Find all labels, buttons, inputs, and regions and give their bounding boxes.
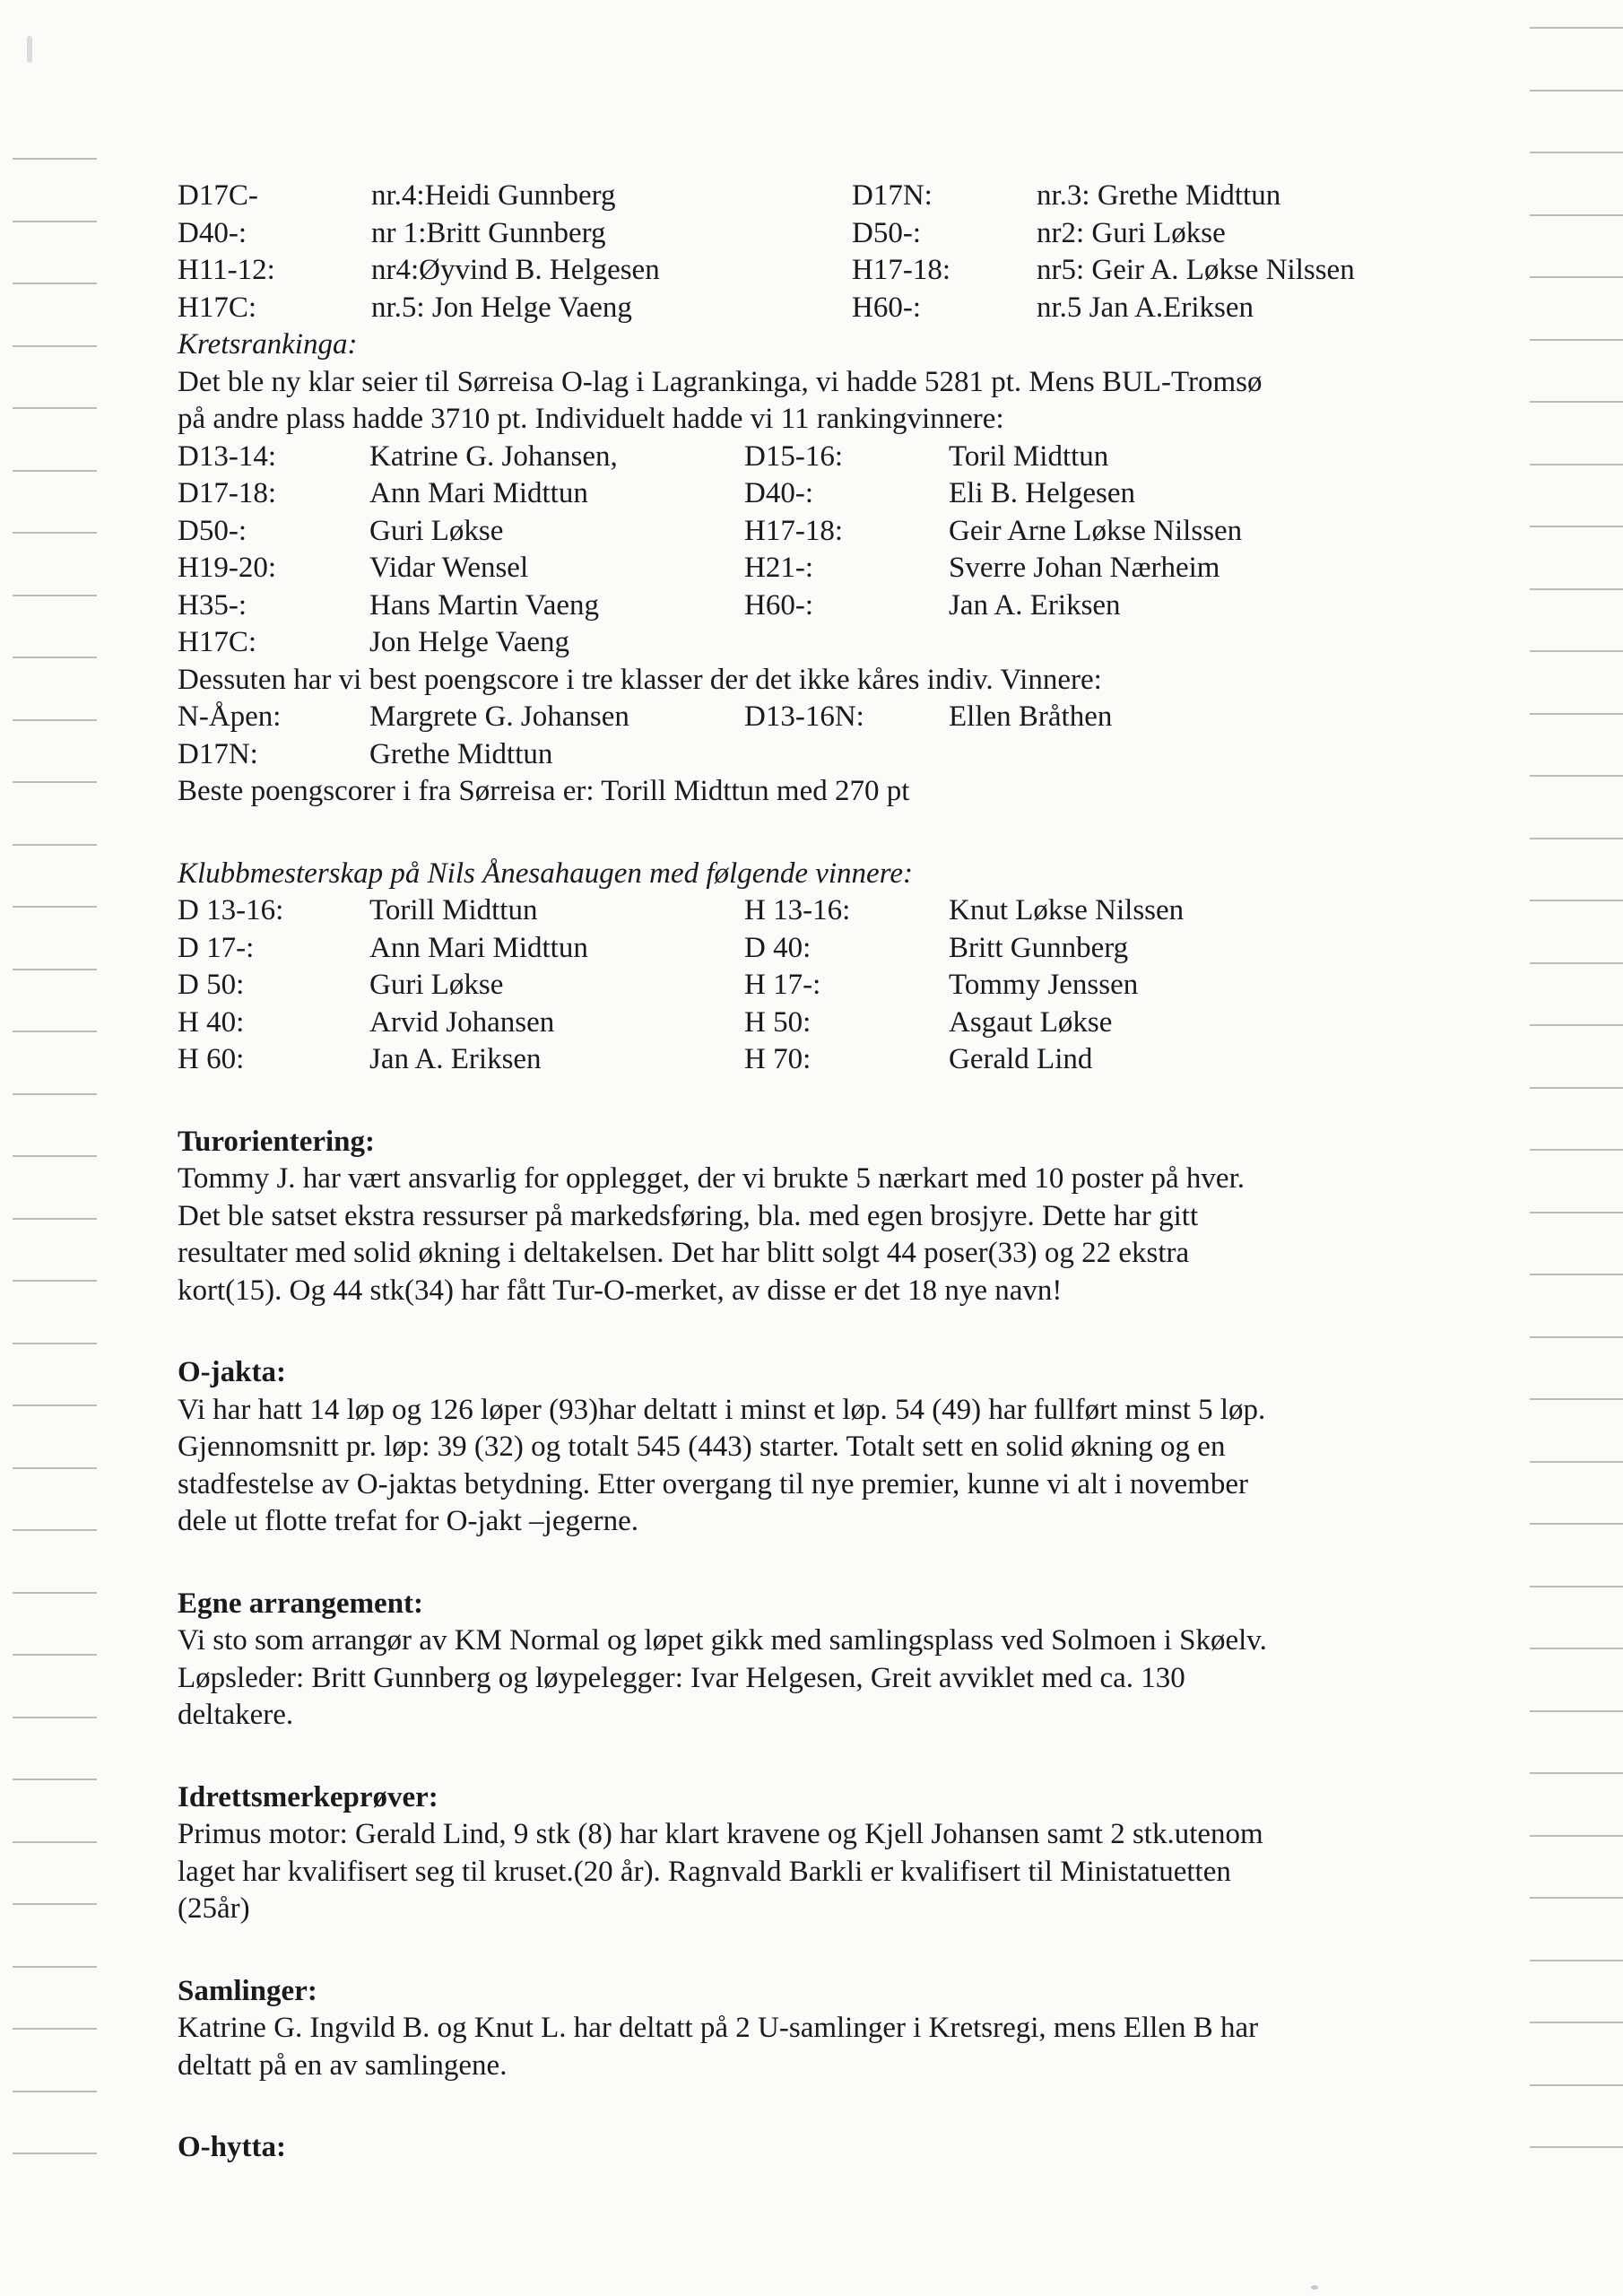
class-winners-table <box>178 699 1433 773</box>
margin-rule-line <box>1530 1835 1623 1837</box>
margin-rule-line <box>1530 650 1623 652</box>
results-table <box>178 178 1433 326</box>
margin-rule-line <box>13 1155 97 1157</box>
class-label: H35-: <box>178 588 247 622</box>
winner-name: Ann Mari Midttun <box>369 931 588 964</box>
section-o-jakta <box>178 1354 1433 1541</box>
margin-rule-line <box>1530 1897 1623 1899</box>
section-heading: Idrettsmerkeprøver: <box>178 1780 438 1813</box>
margin-rule-line <box>13 2091 97 2092</box>
class-label: H17-18: <box>744 514 843 547</box>
section-line: laget har kvalifisert seg til kruset.(20 år). Ragnvald Barkli er kvalifisert til Ministatuetten <box>178 1855 1231 1888</box>
placement: nr2: Guri Løkse <box>1037 216 1226 249</box>
class-label: D 17-: <box>178 931 255 964</box>
winner-name: Jan A. Eriksen <box>369 1043 542 1075</box>
ranking-row <box>178 475 1433 513</box>
class-label: D50-: <box>852 216 921 249</box>
placement: nr.5 Jan A.Eriksen <box>1037 291 1254 324</box>
margin-rule-line <box>13 2028 97 2030</box>
margin-rule-line <box>1530 1461 1623 1463</box>
kretsranking-intro: Det ble ny klar seier til Sørreisa O-lag i Lagrankinga, vi hadde 5281 pt. Mens BUL-Tromsø <box>178 365 1263 398</box>
championship-row <box>178 1041 1433 1079</box>
margin-rule-line <box>13 781 97 783</box>
margin-rule-line <box>1530 588 1623 590</box>
class-label: H60-: <box>744 588 813 622</box>
margin-rule-line <box>1530 526 1623 527</box>
winner-name: Vidar Wensel <box>369 552 529 584</box>
margin-rule-line <box>13 345 97 347</box>
placement: nr4:Øyvind B. Helgesen <box>371 254 660 286</box>
margin-rule-line <box>1530 900 1623 901</box>
winner-name: Guri Løkse <box>369 969 504 1001</box>
class-label: H19-20: <box>178 552 276 584</box>
section-line: Primus motor: Gerald Lind, 9 stk (8) har klart kravene og Kjell Johansen samt 2 stk.utenom <box>178 1818 1263 1850</box>
class-label: H60-: <box>852 291 921 324</box>
left-margin-rules <box>0 0 126 2296</box>
margin-rule-line <box>13 1529 97 1531</box>
section-turorientering <box>178 1124 1433 1310</box>
class-label: H 13-16: <box>744 894 851 926</box>
margin-rule-line <box>1530 1024 1623 1026</box>
class-label: D17N: <box>178 737 258 770</box>
results-row <box>178 252 1433 290</box>
section-o-hytta <box>178 2129 1433 2167</box>
class-label: N-Åpen: <box>178 700 282 733</box>
margin-rule-line <box>1530 152 1623 153</box>
club-championship-table <box>178 892 1433 1079</box>
winner-name: Jon Helge Vaeng <box>369 626 570 658</box>
margin-rule-line <box>1530 1274 1623 1275</box>
class-label: H21-: <box>744 552 813 584</box>
ranking-row <box>178 550 1433 587</box>
class-label: D40-: <box>178 216 247 249</box>
margin-rule-line <box>1530 2084 1623 2086</box>
winner-name: Toril Midttun <box>949 439 1109 473</box>
margin-rule-line <box>1530 1586 1623 1587</box>
margin-rule-line <box>1530 401 1623 403</box>
placement: nr5: Geir A. Løkse Nilssen <box>1037 254 1355 286</box>
margin-rule-line <box>13 158 97 160</box>
margin-rule-line <box>13 969 97 970</box>
class-label: D15-16: <box>744 439 843 473</box>
margin-rule-line <box>13 1592 97 1594</box>
class-label: D 40: <box>744 931 812 964</box>
winner-name: Torill Midttun <box>369 894 538 926</box>
margin-rule-line <box>13 1654 97 1656</box>
section-line: Katrine G. Ingvild B. og Knut L. har deltatt på 2 U-samlinger i Kretsregi, mens Ellen B har <box>178 2012 1259 2044</box>
margin-rule-line <box>13 532 97 534</box>
section-idrettsmerkeprover <box>178 1779 1433 1928</box>
winner-name: Margrete G. Johansen <box>369 700 629 733</box>
section-line: Tommy J. har vært ansvarlig for opplegget, der vi brukte 5 nærkart med 10 poster på hver. <box>178 1162 1245 1195</box>
margin-rule-line <box>13 1467 97 1469</box>
class-label: D13-16N: <box>744 700 864 733</box>
class-label: H17-18: <box>852 254 950 286</box>
margin-rule-line <box>1530 2022 1623 2023</box>
winner-name: Britt Gunnberg <box>949 931 1129 964</box>
ranking-winners-table <box>178 439 1433 662</box>
placement: nr.3: Grethe Midttun <box>1037 179 1281 212</box>
scan-speck <box>27 36 32 63</box>
class-label: H 60: <box>178 1043 245 1075</box>
class-label: D 13-16: <box>178 894 284 926</box>
margin-rule-line <box>13 1841 97 1843</box>
margin-rule-line <box>1530 464 1623 465</box>
margin-rule-line <box>13 1779 97 1780</box>
championship-row <box>178 930 1433 968</box>
margin-rule-line <box>1530 1087 1623 1089</box>
winner-name: Grethe Midttun <box>369 737 553 770</box>
section-line: deltatt på en av samlingene. <box>178 2048 508 2082</box>
winner-name: Ann Mari Midttun <box>369 477 588 509</box>
ranking-row <box>178 624 1433 662</box>
margin-rule-line <box>1530 1710 1623 1712</box>
margin-rule-line <box>13 844 97 846</box>
class-label: D50-: <box>178 514 247 547</box>
section-line: Gjennomsnitt pr. løp: 39 (32) og totalt 545 (443) starter. Totalt sett en solid økning og en <box>178 1431 1226 1463</box>
class-label: H11-12: <box>178 254 275 286</box>
margin-rule-line <box>13 283 97 284</box>
margin-rule-line <box>1530 713 1623 715</box>
section-heading: Egne arrangement: <box>178 1587 424 1620</box>
margin-rule-line <box>13 1093 97 1095</box>
section-heading: O-hytta: <box>178 2131 286 2163</box>
section-line: kort(15). Og 44 stk(34) har fått Tur-O-merket, av disse er det 18 nye navn! <box>178 1274 1063 1307</box>
championship-row <box>178 1004 1433 1042</box>
placement: nr 1:Britt Gunnberg <box>371 216 606 249</box>
ranking-row <box>178 439 1433 476</box>
class-label: D13-14: <box>178 439 276 473</box>
winner-name: Jan A. Eriksen <box>949 588 1121 622</box>
margin-rule-line <box>13 2152 97 2154</box>
scan-speck <box>1311 2285 1318 2290</box>
margin-rule-line <box>1530 1523 1623 1525</box>
margin-rule-line <box>13 1218 97 1220</box>
section-line: Det ble satset ekstra ressurser på markedsføring, bla. med egen brosjyre. Dette har gitt <box>178 1199 1199 1232</box>
section-line: resultater med solid økning i deltakelsen. Det har blitt solgt 44 poser(33) og 22 ekstra <box>178 1237 1190 1269</box>
winner-name: Guri Løkse <box>369 514 504 547</box>
section-line: Vi sto som arrangør av KM Normal og løpet gikk med samlingsplass ved Solmoen i Skøelv. <box>178 1624 1267 1657</box>
class-label: D 50: <box>178 969 245 1001</box>
margin-rule-line <box>1530 214 1623 216</box>
winner-name: Ellen Bråthen <box>949 700 1113 733</box>
margin-rule-line <box>1530 1960 1623 1961</box>
section-line: (25år) <box>178 1892 250 1925</box>
margin-rule-line <box>13 1717 97 1718</box>
section-heading: Turorientering: <box>178 1125 375 1158</box>
margin-rule-line <box>1530 1772 1623 1774</box>
winner-name: Hans Martin Vaeng <box>369 588 600 622</box>
championship-row <box>178 967 1433 1004</box>
class-label: D17N: <box>852 179 933 212</box>
class-note: Dessuten har vi best poengscore i tre klasser der det ikke kåres indiv. Vinnere: <box>178 663 1102 696</box>
margin-rule-line <box>13 657 97 658</box>
margin-rule-line <box>13 1903 97 1905</box>
margin-rule-line <box>13 1966 97 1968</box>
results-row <box>178 178 1433 215</box>
class-label: H 50: <box>744 1005 812 1039</box>
margin-rule-line <box>13 1031 97 1032</box>
class-label: D17C- <box>178 179 258 212</box>
margin-rule-line <box>13 407 97 409</box>
margin-rule-line <box>1530 27 1623 29</box>
section-heading: Samlinger: <box>178 1974 317 2007</box>
margin-rule-line <box>13 719 97 721</box>
class-label: H 70: <box>744 1043 812 1075</box>
class-label: H 17-: <box>744 969 821 1001</box>
margin-rule-line <box>1530 276 1623 278</box>
margin-rule-line <box>13 1405 97 1406</box>
kretsranking-heading: Kretsrankinga: <box>178 328 358 361</box>
section-line: Vi har hatt 14 løp og 126 løper (93)har deltatt i minst et løp. 54 (49) har fullført minst 5 løp. <box>178 1393 1266 1426</box>
class-label: H 40: <box>178 1005 245 1039</box>
class-label: D40-: <box>744 477 813 509</box>
winner-name: Tommy Jenssen <box>949 969 1139 1001</box>
winner-name: Katrine G. Johansen, <box>369 439 618 473</box>
best-scorer: Beste poengscorer i fra Sørreisa er: Torill Midttun med 270 pt <box>178 775 910 807</box>
section-heading: O-jakta: <box>178 1356 286 1388</box>
section-line: stadfestelse av O-jaktas betydning. Etter overgang til nye premier, kunne vi alt i november <box>178 1467 1248 1500</box>
margin-rule-line <box>1530 838 1623 839</box>
right-margin-rules <box>1497 0 1623 2296</box>
placement: nr.4:Heidi Gunnberg <box>371 179 616 212</box>
class-label: D17-18: <box>178 477 276 509</box>
ranking-row <box>178 587 1433 625</box>
margin-rule-line <box>1530 2146 1623 2148</box>
championship-row <box>178 892 1433 930</box>
margin-rule-line <box>1530 1149 1623 1151</box>
class-winner-row <box>178 736 1433 774</box>
placement: nr.5: Jon Helge Vaeng <box>371 291 632 324</box>
margin-rule-line <box>1530 775 1623 777</box>
margin-rule-line <box>1530 90 1623 91</box>
section-line: dele ut flotte trefat for O-jakt –jegerne. <box>178 1505 639 1537</box>
margin-rule-line <box>1530 1212 1623 1213</box>
section-line: Løpsleder: Britt Gunnberg og løypelegger: Ivar Helgesen, Greit avviklet med ca. 130 <box>178 1661 1185 1694</box>
winner-name: Gerald Lind <box>949 1043 1093 1075</box>
margin-rule-line <box>1530 339 1623 341</box>
results-row <box>178 215 1433 253</box>
margin-rule-line <box>13 221 97 222</box>
winner-name: Asgaut Løkse <box>949 1005 1113 1039</box>
margin-rule-line <box>1530 1336 1623 1338</box>
winner-name: Eli B. Helgesen <box>949 477 1136 509</box>
klubbmesterskap-heading: Klubbmesterskap på Nils Ånesahaugen med følgende vinnere: <box>178 857 913 890</box>
margin-rule-line <box>1530 1648 1623 1649</box>
winner-name: Geir Arne Løkse Nilssen <box>949 514 1243 547</box>
winner-name: Arvid Johansen <box>369 1005 555 1039</box>
class-label: H17C: <box>178 291 257 324</box>
margin-rule-line <box>13 1343 97 1344</box>
class-winner-row <box>178 699 1433 736</box>
class-label: H17C: <box>178 626 257 658</box>
winner-name: Knut Løkse Nilssen <box>949 894 1185 926</box>
winner-name: Sverre Johan Nærheim <box>949 552 1220 584</box>
section-egne-arrangement <box>178 1586 1433 1735</box>
margin-rule-line <box>1530 1398 1623 1400</box>
margin-rule-line <box>13 906 97 908</box>
margin-rule-line <box>13 595 97 596</box>
ranking-row <box>178 513 1433 551</box>
results-row <box>178 290 1433 327</box>
margin-rule-line <box>13 1280 97 1282</box>
kretsranking-intro: på andre plass hadde 3710 pt. Individuelt hadde vi 11 rankingvinnere: <box>178 403 1004 435</box>
margin-rule-line <box>13 470 97 472</box>
document-body <box>178 178 1433 2167</box>
section-line: deltakere. <box>178 1699 294 1731</box>
margin-rule-line <box>1530 962 1623 964</box>
section-samlinger <box>178 1973 1433 2085</box>
